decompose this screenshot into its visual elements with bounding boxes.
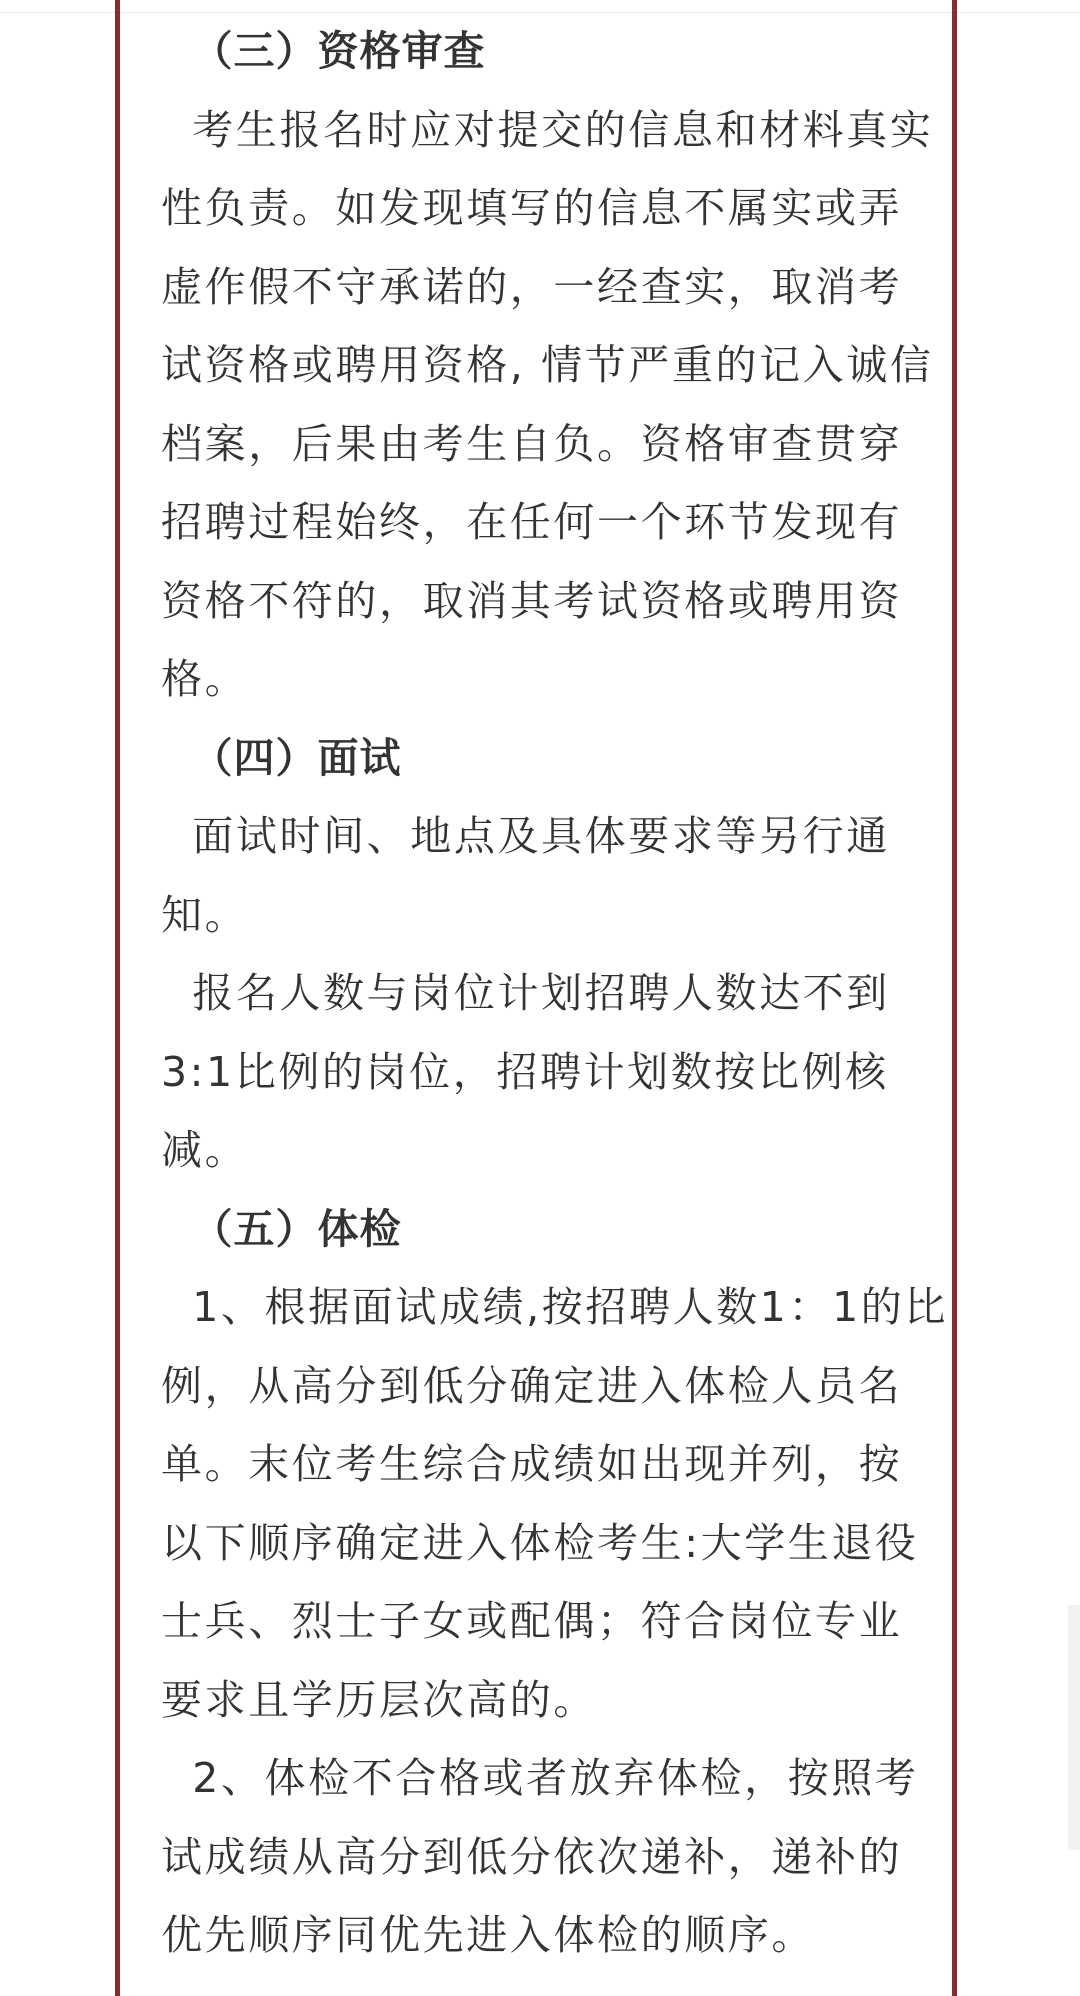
- paragraph-line: 格。: [161, 655, 249, 703]
- paragraph-line: 性负责。如发现填写的信息不属实或弄: [161, 184, 903, 232]
- section-heading-interview: （四）面试: [161, 733, 402, 782]
- paragraph-line: 招聘过程始终，在任何一个环节发现有: [161, 498, 903, 546]
- paragraph-line: 1、根据面试成绩,按招聘人数1：1的比: [161, 1283, 948, 1331]
- section-heading-qualification-review: （三）资格审查: [161, 27, 486, 75]
- paragraph-line: 2、体检不合格或者放弃体检，按照考: [161, 1754, 919, 1802]
- paragraph-line: 要求且学历层次高的。: [161, 1675, 597, 1724]
- paragraph-line: 考生报名时应对提交的信息和材料真实: [161, 105, 934, 154]
- paragraph-line: 试资格或聘用资格, 情节严重的记入诚信: [161, 341, 934, 389]
- paragraph-line: 知。: [161, 890, 249, 939]
- paragraph-line: 资格不符的，取消其考试资格或聘用资: [161, 576, 903, 625]
- paragraph-line: 以下顺序确定进入体检考生:大学生退役: [161, 1518, 919, 1567]
- paragraph-line: 档案，后果由考生自负。资格审查贯穿: [161, 419, 903, 468]
- paragraph-line: 面试时间、地点及具体要求等另行通: [161, 812, 890, 860]
- paragraph-line: 士兵、烈士子女或配偶；符合岗位专业: [161, 1597, 903, 1645]
- paragraph-line: 单。末位考生综合成绩如出现并列，按: [161, 1440, 903, 1488]
- article-content: [161, 18, 948, 1981]
- paragraph-line: 试成绩从高分到低分依次递补，递补的: [161, 1832, 903, 1881]
- paragraph-line: 报名人数与岗位计划招聘人数达不到: [161, 969, 890, 1017]
- paragraph-line: 优先顺序同优先进入体检的顺序。: [161, 1911, 815, 1959]
- paragraph-line: 虚作假不守承诺的，一经查实，取消考: [161, 262, 903, 311]
- scrollbar[interactable]: [1068, 1605, 1080, 1850]
- paragraph-line: 减。: [161, 1126, 249, 1174]
- paragraph-line: 例，从高分到低分确定进入体检人员名: [161, 1361, 903, 1410]
- section-heading-physical-exam: （五）体检: [161, 1204, 402, 1253]
- paragraph-line: 3:1比例的岗位，招聘计划数按比例核: [161, 1047, 889, 1096]
